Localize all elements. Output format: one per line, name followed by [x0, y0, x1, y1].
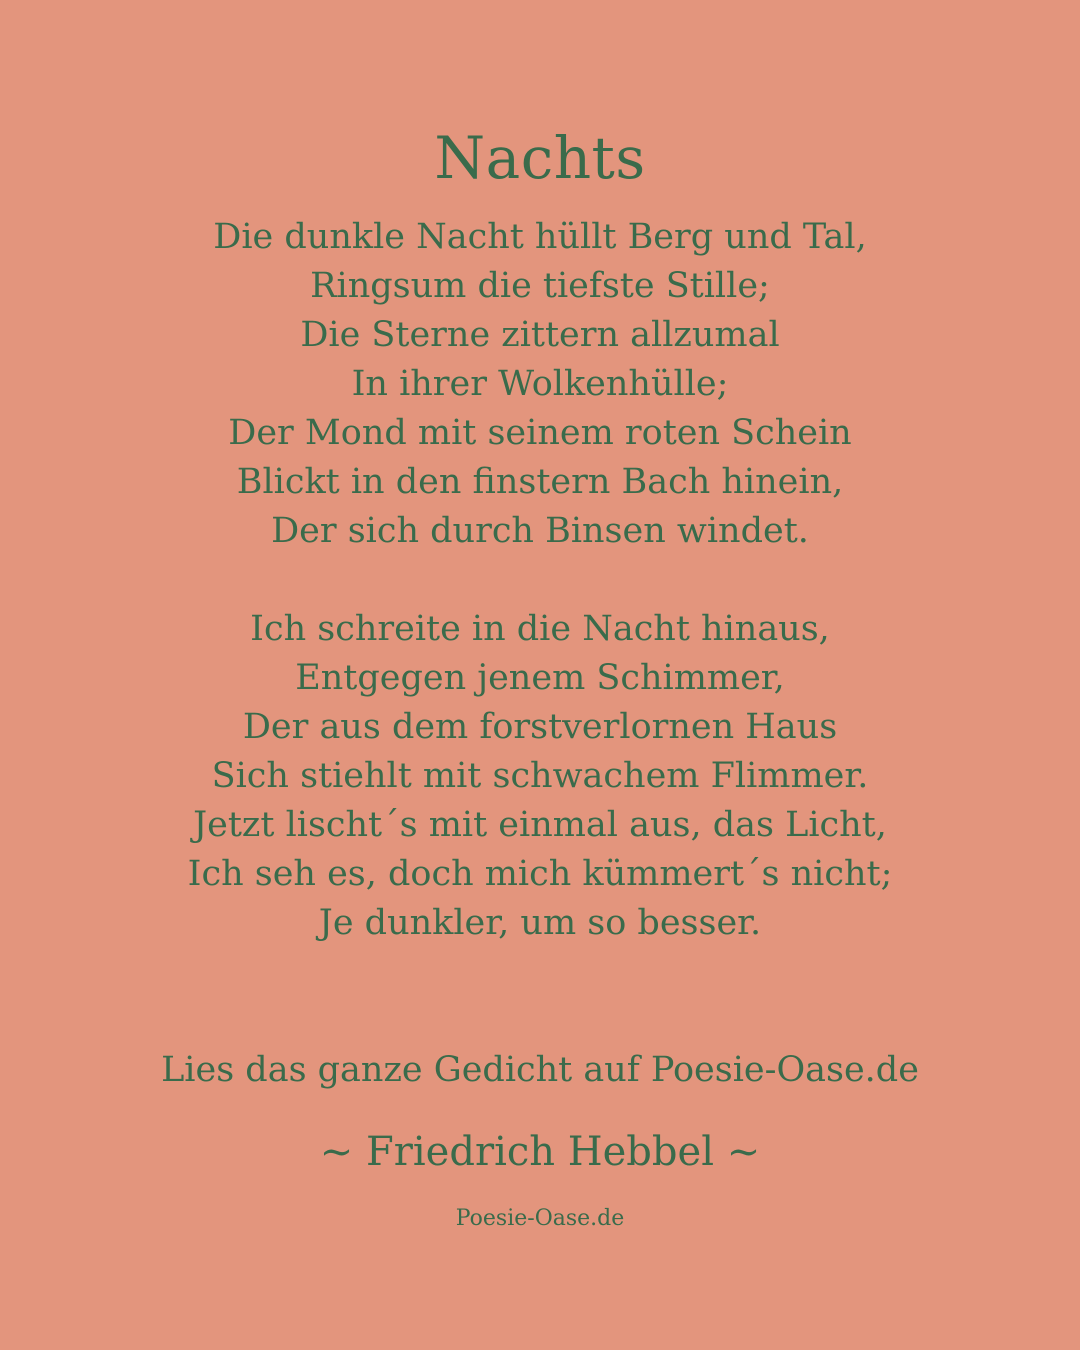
poem-line: Der Mond mit seinem roten Schein: [228, 413, 852, 453]
read-more-text: Lies das ganze Gedicht auf Poesie-Oase.de: [161, 1050, 919, 1090]
stanza-1: [0, 213, 1080, 556]
stanza-2: [0, 605, 1080, 948]
poem-title: Nachts: [434, 124, 646, 192]
site-watermark: Poesie-Oase.de: [455, 1206, 625, 1231]
poem-line: Die dunkle Nacht hüllt Berg und Tal,: [213, 217, 867, 257]
poem-line: Blickt in den finstern Bach hinein,: [236, 462, 844, 502]
poem-line: Der sich durch Binsen windet.: [271, 511, 809, 551]
poem-line: Die Sterne zittern allzumal: [300, 315, 780, 355]
poem-line: Sich stiehlt mit schwachem Flimmer.: [211, 756, 869, 796]
poem-line: Jetzt lischt´s mit einmal aus, das Licht,: [193, 805, 887, 845]
poem-line: Der aus dem forstverlornen Haus: [242, 707, 838, 747]
poem-line: Ich seh es, doch mich kümmert´s nicht;: [187, 854, 893, 894]
author-name: ~ Friedrich Hebbel ~: [319, 1129, 761, 1175]
poem-line: Ringsum die tiefste Stille;: [310, 266, 770, 306]
poem-line: Je dunkler, um so besser.: [318, 903, 762, 943]
poem-line: Entgegen jenem Schimmer,: [295, 658, 785, 698]
poem-line: Ich schreite in die Nacht hinaus,: [250, 609, 830, 649]
poem-line: In ihrer Wolkenhülle;: [351, 364, 729, 404]
